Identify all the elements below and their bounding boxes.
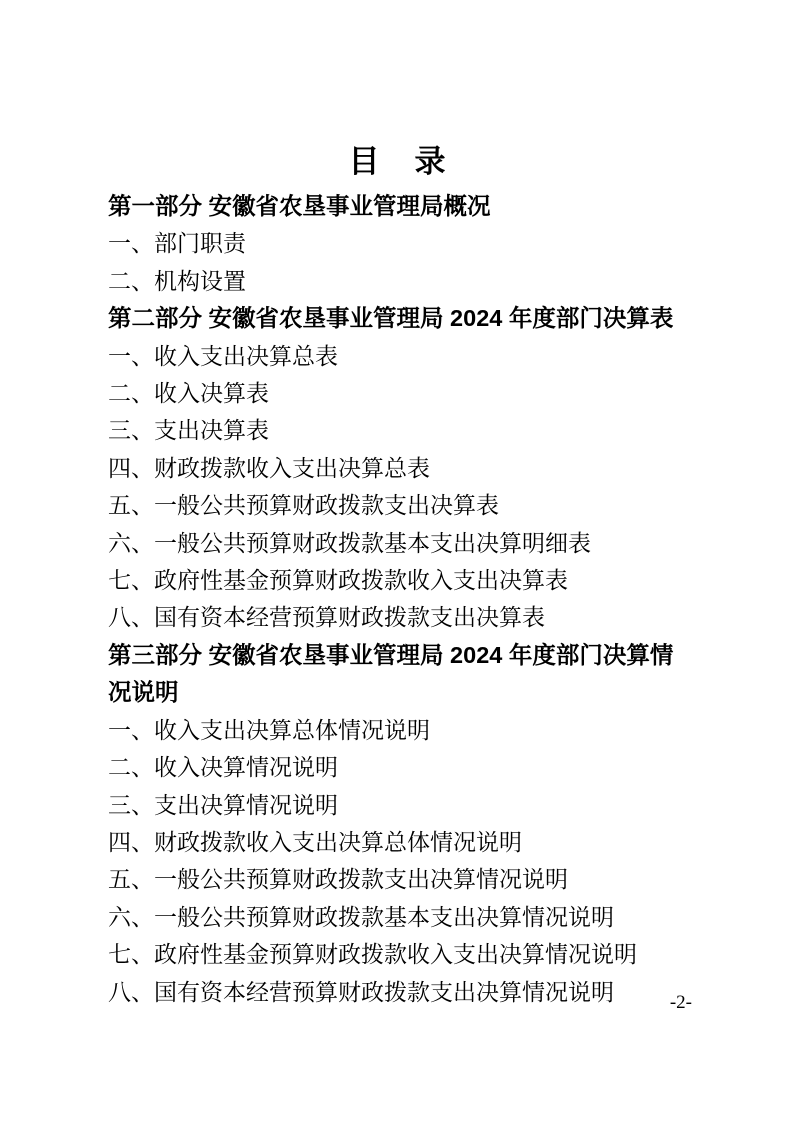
toc-item: 四、财政拨款收入支出决算总体情况说明 [108,829,522,855]
toc-item: 三、支出决算表 [108,418,269,444]
toc-item: 五、一般公共预算财政拨款支出决算情况说明 [108,867,568,893]
toc-item: 八、国有资本经营预算财政拨款支出决算表 [108,605,545,631]
toc-item: 七、政府性基金预算财政拨款收入支出决算表 [108,568,568,594]
toc-item: 六、一般公共预算财政拨款基本支出决算情况说明 [108,904,614,930]
toc-item: 二、收入决算表 [108,381,269,407]
toc-item: 四、财政拨款收入支出决算总表 [108,455,430,481]
page-number: -2- [669,992,692,1013]
toc-item: 二、收入决算情况说明 [108,755,338,781]
toc-item: 一、收入支出决算总表 [108,343,338,369]
toc-item: 五、一般公共预算财政拨款支出决算表 [108,493,499,519]
toc-content [108,142,688,1011]
toc-item: 八、国有资本经营预算财政拨款支出决算情况说明 [108,979,614,1005]
toc-item: 一、部门职责 [108,231,246,257]
toc-section-1-heading: 第一部分 安徽省农垦事业管理局概况 [108,193,491,219]
toc-item: 六、一般公共预算财政拨款基本支出决算明细表 [108,530,591,556]
toc-item: 二、机构设置 [108,268,246,294]
toc-item: 一、收入支出决算总体情况说明 [108,717,430,743]
toc-item: 三、支出决算情况说明 [108,792,338,818]
toc-item: 七、政府性基金预算财政拨款收入支出决算情况说明 [108,942,637,968]
toc-section-2-heading: 第二部分 安徽省农垦事业管理局 2024 年度部门决算表 [108,305,674,332]
toc-section-3-heading: 第三部分 安徽省农垦事业管理局 2024 年度部门决算情况说明 [108,641,674,706]
page-title: 目 录 [348,144,448,179]
